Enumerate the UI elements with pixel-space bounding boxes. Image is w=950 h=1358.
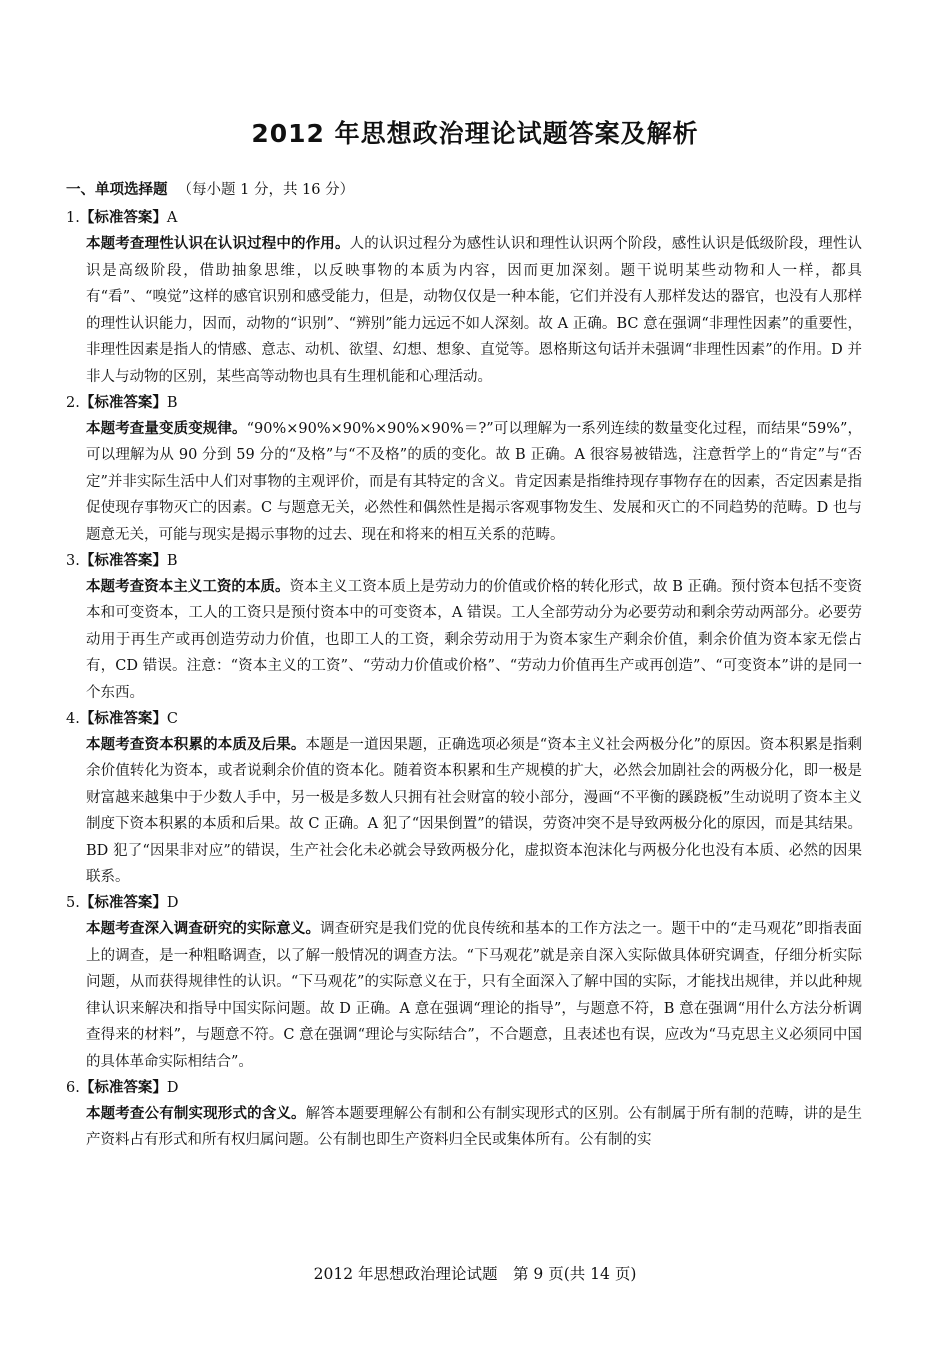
explanation-lead: 本题考查量变质变规律。 <box>86 420 247 437</box>
answer-letter: D <box>166 1079 179 1096</box>
page-footer: 2012 年思想政治理论试题 第 9 页(共 14 页) <box>313 1265 637 1283</box>
explanation-text: 解答本题要理解公有制和公有制实现形式的区别。公有制属于所有制的范畴，讲的是生产资料占有形式和所有权归属问题。公有制也即生产资料归全民或集体所有。公有制的实 <box>86 1105 863 1149</box>
answer-label: 【标准答案】 <box>79 394 167 411</box>
question-number: 5. <box>66 895 80 912</box>
section-title: 一、单项选择题 <box>66 182 168 198</box>
explanation-lead: 本题考查深入调查研究的实际意义。 <box>86 921 321 938</box>
answer-label: 【标准答案】 <box>79 210 167 226</box>
question-number: 2. <box>66 394 80 411</box>
explanation-text: 调查研究是我们党的优良传统和基本的工作方法之一。题干中的“走马观花”即指表面上的调查，是一种粗略调查，以了解一般情况的调查方法。“下马观花”就是亲自深入实际做具体研究调查，仔细分析实际问题，从而获得规律性的认识。“下马观花”的实际意义在于，只有全面深入了解中国的实际，才能找出规律，并以此种规律认识来解决和指导中国实际问题。故 D 正确。A 意在强调“理论的指导”，与题意不符，B 意在强调“用什么方法分析调查得来的材料”，与题意不符。C 意在强调“理论与实际结合”，不合题意，且表述也有误，应改为“马克思主义必须同中国的具体革命实际相结合”。 <box>86 921 863 1071</box>
question-block <box>66 206 862 391</box>
question-header <box>66 549 862 574</box>
answer-label: 【标准答案】 <box>79 895 167 912</box>
answer-letter: B <box>166 394 178 411</box>
question-number: 6. <box>66 1079 80 1096</box>
explanation-text: 资本主义工资本质上是劳动力的价值或价格的转化形式，故 B 正确。预付资本包括不变资本和可变资本，工人的工资只是预付资本中的可变资本，A 错误。工人全部劳动分为必要劳动和剩余劳动两部分。必要劳动用于再生产或再创造劳动力价值，也即工人的工资，剩余劳动用于为资本家生产剩余价值，剩余价值为资本家无偿占有，CD 错误。注意：“资本主义的工资”、“劳动力价值或价格”、“劳动力价值再生产或再创造”、“可变资本”讲的是同一个东西。 <box>86 578 862 701</box>
question-block <box>66 891 862 1076</box>
answer-letter: D <box>166 895 179 912</box>
answer-content <box>66 178 862 1154</box>
question-explanation <box>86 416 862 549</box>
question-header <box>66 1076 862 1101</box>
answer-letter: B <box>166 552 178 569</box>
answer-label: 【标准答案】 <box>79 552 167 569</box>
question-explanation <box>86 916 862 1076</box>
question-number: 3. <box>66 552 80 569</box>
explanation-lead: 本题考查理性认识在认识过程中的作用。 <box>86 236 350 252</box>
page-title: 2012 年思想政治理论试题答案及解析 <box>251 119 699 148</box>
question-explanation <box>86 732 862 892</box>
question-explanation <box>86 574 862 707</box>
explanation-text: 本题是一道因果题，正确选项必须是“资本主义社会两极分化”的原因。资本积累是指剩余价值转化为资本，或者说剩余价值的资本化。随着资本积累和生产规模的扩大，必然会加剧社会的两极分化，即一极是财富越来越集中于少数人手中，另一极是多数人只拥有社会财富的较小部分，漫画“不平衡的蹊跷板”生动说明了资本主义制度下资本积累的本质和后果。故 C 正确。A 犯了“因果倒置”的错误，劳资冲突不是导致两极分化的原因，而是其结果。BD 犯了“因果非对应”的错误，生产社会化未必就会导致两极分化，虚拟资本泡沫化与两极分化也没有本质、必然的因果联系。 <box>86 736 862 886</box>
question-block <box>66 1076 862 1154</box>
question-number: 1. <box>66 210 80 226</box>
question-number: 4. <box>66 710 80 727</box>
question-block <box>66 391 862 549</box>
question-block <box>66 549 862 707</box>
section-note: （每小题 1 分，共 16 分） <box>177 182 355 198</box>
question-header <box>66 891 862 916</box>
question-header <box>66 391 862 416</box>
question-header <box>66 707 862 732</box>
question-block <box>66 707 862 892</box>
answer-letter: A <box>166 210 178 226</box>
question-explanation <box>86 231 862 391</box>
answer-letter: C <box>166 710 178 727</box>
explanation-lead: 本题考查公有制实现形式的含义。 <box>86 1105 306 1122</box>
question-header <box>66 206 862 231</box>
section-heading <box>66 178 862 202</box>
explanation-text: “90%×90%×90%×90%×90%＝?”可以理解为一系列连续的数量变化过程，而结果“59%”，可以理解为从 90 分到 59 分的“及格”与“不及格”的质的变化。故 B 正确。A 很容易被错选，注意哲学上的“肯定”与“否定”并非实际生活中人们对事物的主观评价，而是有其特定的含义。肯定因素是指维持现存事物存在的因素，否定因素是指促使现存事物灭亡的因素。C 与题意无关，必然性和偶然性是揭示客观事物发生、发展和灭亡的不同趋势的范畴。D 也与题意无关，可能与现实是揭示事物的过去、现在和将来的相互关系的范畴。 <box>86 420 862 543</box>
answer-label: 【标准答案】 <box>79 1079 167 1096</box>
answer-label: 【标准答案】 <box>79 710 167 727</box>
explanation-text: 人的认识过程分为感性认识和理性认识两个阶段，感性认识是低级阶段，理性认识是高级阶段，借助抽象思维，以反映事物的本质为内容，因而更加深刻。题干说明某些动物和人一样，都具有“看”、“嗅觉”这样的感官识别和感受能力，但是，动物仅仅是一种本能，它们并没有人那样发达的器官，也没有人那样的理性认识能力，因而，动物的“识别”、“辨别”能力远远不如人深刻。故 A 正确。BC 意在强调“非理性因素”的重要性，非理性因素是指人的情感、意志、动机、欲望、幻想、想象、直觉等。恩格斯这句话并未强调“非理性因素”的作用。D 并非人与动物的区别，某些高等动物也具有生理机能和心理活动。 <box>86 236 863 385</box>
question-explanation <box>86 1101 862 1154</box>
explanation-lead: 本题考查资本主义工资的本质。 <box>86 578 290 595</box>
explanation-lead: 本题考查资本积累的本质及后果。 <box>86 736 306 753</box>
